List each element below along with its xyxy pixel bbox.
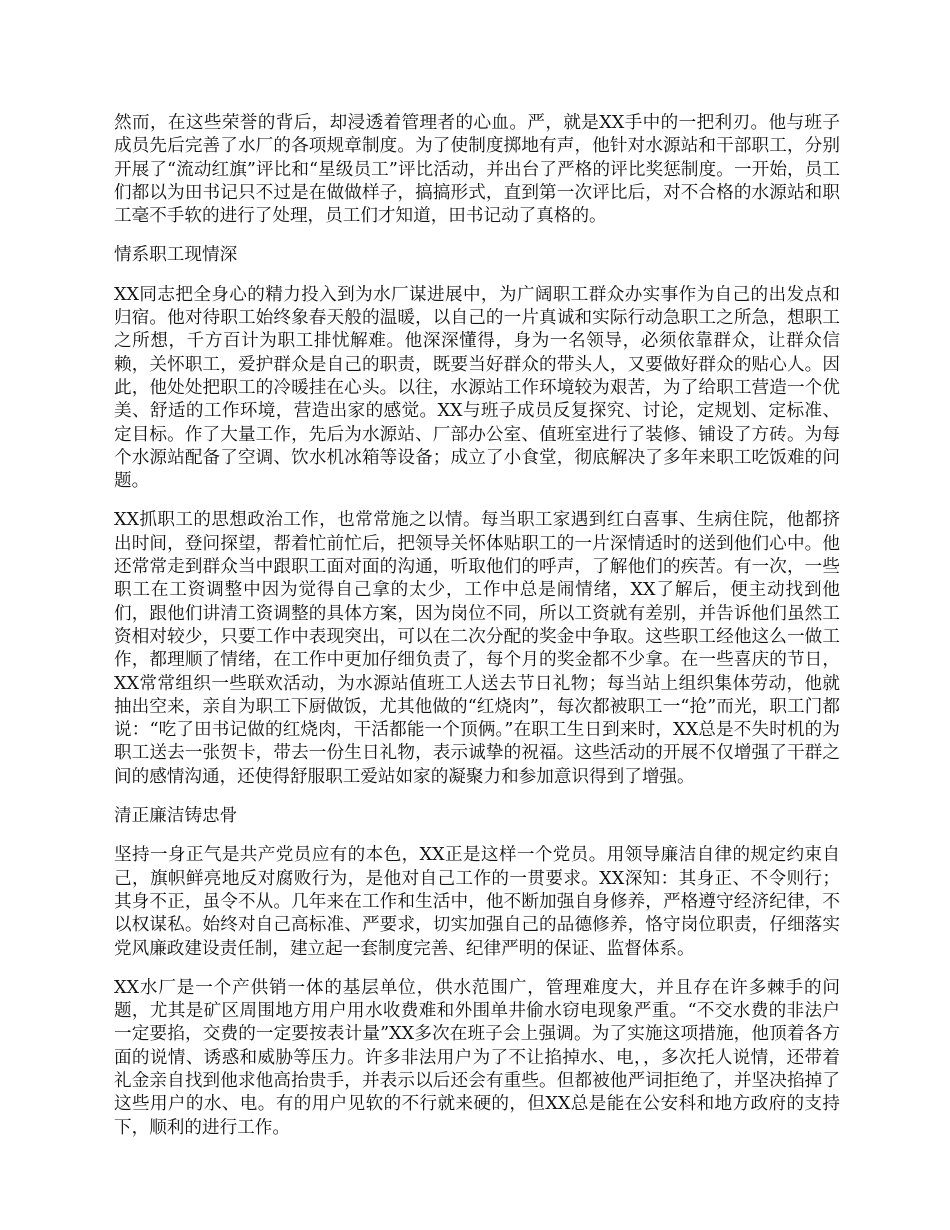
body-paragraph: XX同志把全身心的精力投入到为水厂谋进展中，为广阔职工群众办实事作为自己的出发点和归宿。他对待职工始终象春天般的温暖，以自己的一片真诚和实际行动急职工之所急，想职工之所想，千方百计为职工排忧解难。他深深懂得，身为一名领导，必须依靠群众，让群众信赖，关怀职工，爱护群众是自己的职责，既要当好群众的带头人，又要做好群众的贴心人。因此，他处处把职工的冷暖挂在心头。以往，水源站工作环境较为艰苦，为了给职工营造一个优美、舒适的工作环境，营造出家的感觉。XX与班子成员反复探究、讨论，定规划、定标准、定目标。作了大量工作，先后为水源站、厂部办公室、值班室进行了装修、铺设了方砖。为每个水源站配备了空调、饮水机冰箱等设备；成立了小食堂，彻底解决了多年来职工吃饭难的问题。 bbox=[114, 284, 840, 492]
body-paragraph: 坚持一身正气是共产党员应有的本色，XX正是这样一个党员。用领导廉洁自律的规定约束自己，旗帜鲜亮地反对腐败行为，是他对自己工作的一贯要求。XX深知：其身正、不令则行；其身不正，虽令不从。几年来在工作和生活中，他不断加强自身修养，严格遵守经济纪律，不以权谋私。始终对自己高标准、严要求，切实加强自己的品德修养，恪守岗位职责，仔细落实党风廉政建设责任制，建立起一套制度完善、纪律严明的保证、监督体系。 bbox=[114, 845, 840, 959]
body-paragraph: XX抓职工的思想政治工作，也常常施之以情。每当职工家遇到红白喜事、生病住院，他都挤出时间，登问探望，帮着忙前忙后，把领导关怀体贴职工的一片深情适时的送到他们心中。他还常常走到群众当中跟职工面对面的沟通，听取他们的呼声，了解他们的疾苦。有一次，一些职工在工资调整中因为觉得自己拿的太少，工作中总是闹情绪，XX了解后，便主动找到他们，跟他们讲清工资调整的具体方案，因为岗位不同，所以工资就有差别，并告诉他们虽然工资相对较少，只要工作中表现突出，可以在二次分配的奖金中争取。这些职工经他这么一做工作，都理顺了情绪，在工作中更加仔细负责了，每个月的奖金都不少拿。在一些喜庆的节日，XX常常组织一些联欢活动，为水源站值班工人送去节日礼物；每当站上组织集体劳动，他就抽出空来，亲自为职工下厨做饭，尤其他做的“红烧肉”，每次都被职工一“抢”而光，职工门都说：“吃了田书记做的红烧肉，干活都能一个顶俩。”在职工生日到来时，XX总是不失时机的为职工送去一张贺卡，带去一份生日礼物，表示诚挚的祝福。这些活动的开展不仅增强了干群之间的感情沟通，还使得舒服职工爱站如家的凝聚力和参加意识得到了增强。 bbox=[114, 510, 840, 787]
body-paragraph: XX水厂是一个产供销一体的基层单位，供水范围广，管理难度大，并且存在许多棘手的问题，尤其是矿区周围地方用户用水收费难和外围单井偷水窃电现象严重。“不交水费的非法户一定要掐，交费的一定要按表计量”XX多次在班子会上强调。为了实施这项措施，他顶着各方面的说情、诱惑和威胁等压力。许多非法用户为了不让掐掉水、电，，多次托人说情，还带着礼金亲自找到他求他高抬贵手，并表示以后还会有重些。但都被他严词拒绝了，并坚决掐掉了这些用户的水、电。有的用户见软的不行就来硬的，但XX总是能在公安科和地方政府的支持下，顺利的进行工作。 bbox=[114, 977, 840, 1138]
section-heading: 清正廉洁铸忠骨 bbox=[114, 806, 238, 827]
section-heading: 情系职工现情深 bbox=[114, 245, 238, 266]
document-page bbox=[114, 112, 840, 1156]
body-paragraph: 然而，在这些荣誉的背后，却浸透着管理者的心血。严，就是XX手中的一把利刃。他与班子成员先后完善了水厂的各项规章制度。为了使制度掷地有声，他针对水源站和干部职工，分别开展了“流动红旗”评比和“星级员工”评比活动，并出台了严格的评比奖惩制度。一开始，员工们都以为田书记只不过是在做做样子，搞搞形式，直到第一次评比后，对不合格的水源站和职工毫不手软的进行了处理，员工们才知道，田书记动了真格的。 bbox=[114, 113, 840, 227]
